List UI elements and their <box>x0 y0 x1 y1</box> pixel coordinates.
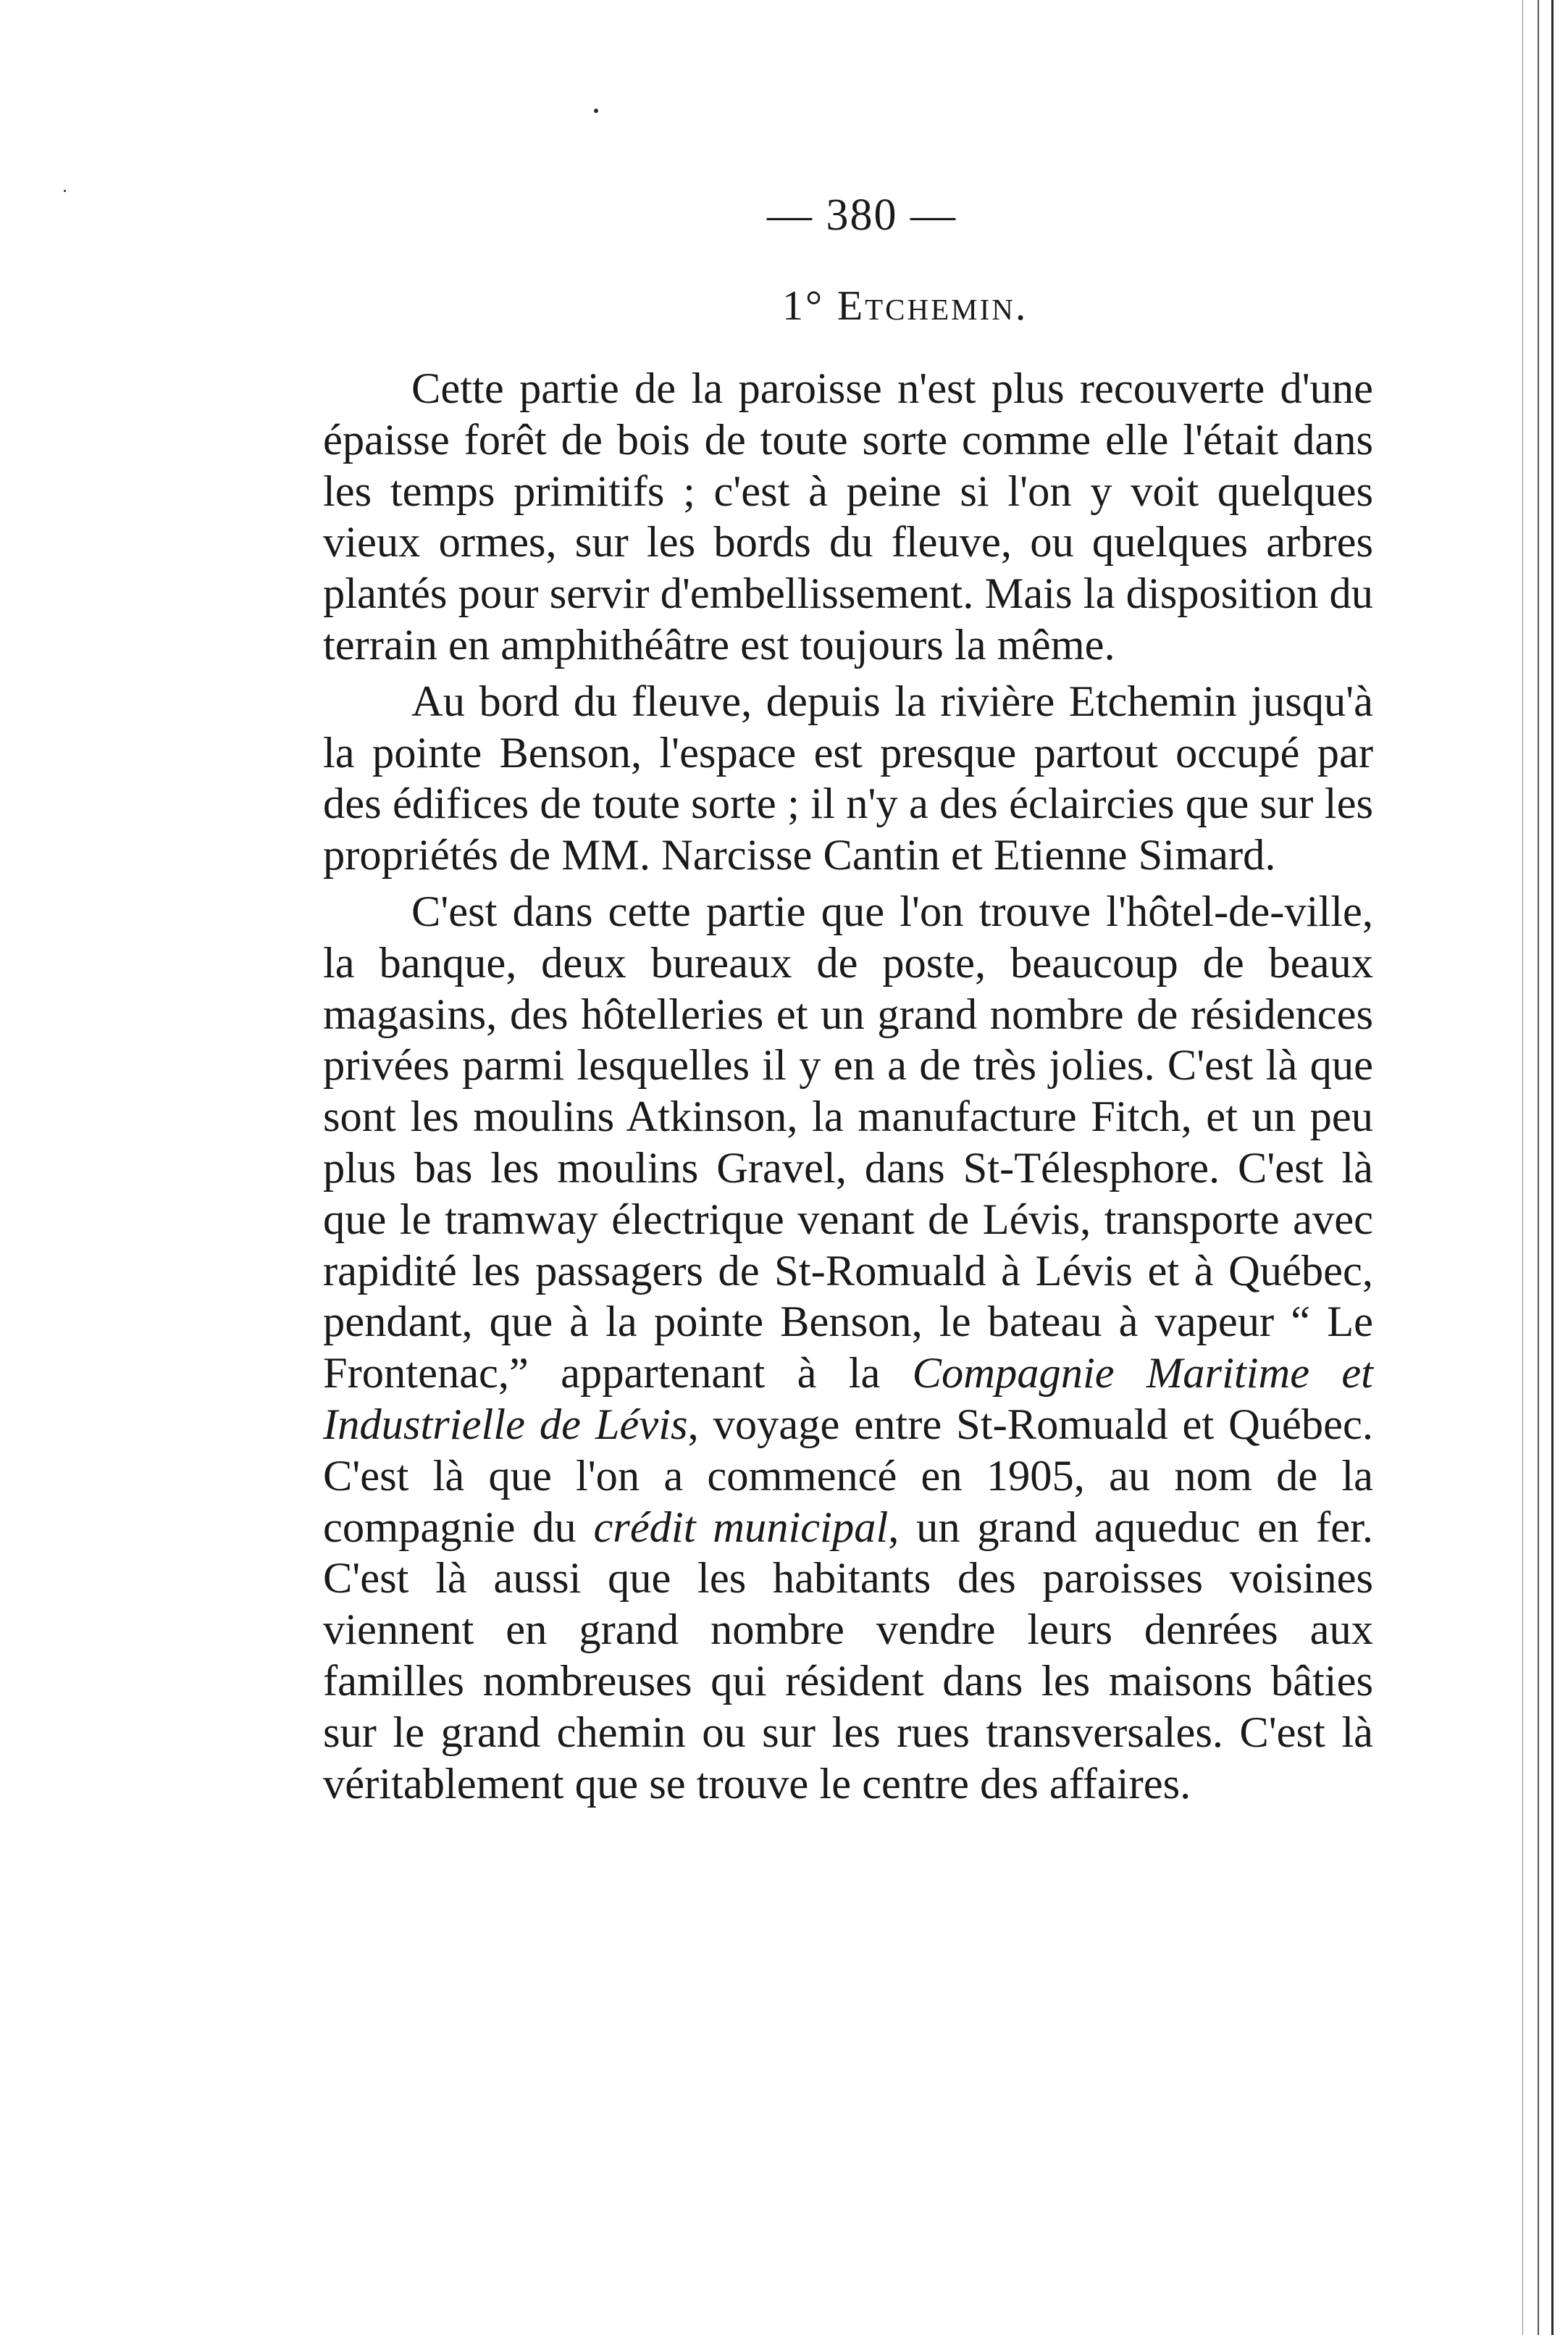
body-text <box>323 364 1373 1815</box>
section-heading-title: Etchemin. <box>837 282 1028 329</box>
page-number: — 380 — <box>767 191 957 240</box>
section-heading-number: 1° <box>782 282 825 329</box>
speck <box>64 190 66 192</box>
credit-municipal-italic: crédit municipal <box>593 1503 889 1552</box>
paragraph-text: C'est dans cette partie que l'on trouve l'hôtel-de-ville, la banque, deux bureaux de poste, beaucoup de beaux magasins, des hôtelleries et un grand nombre de résidences privées parmi lesquelles il y en a de très jolies. C'est là que sont les moulins Atkinson, la manufacture Fitch, et un peu plus bas les moulins Gravel, dans St-Télesphore. C'est là que le tramway électrique venant de Lévis, transporte avec rapidité les passagers de St-Romuald à Lévis et à Québec, pendant, que à la pointe Benson, le bateau à vapeur “ Le Frontenac,” appartenant à la <box>323 887 1373 1398</box>
paragraph: Cette partie de la paroisse n'est plus recouverte d'une épaisse forêt de bois de toute sorte comme elle l'était dans les temps primitifs ; c'est à peine si l'on y voit quelques vieux ormes, sur les bords du fleuve, ou quelques arbres plantés pour servir d'embellissement. Mais la disposition du terrain en amphithéâtre est toujours la même. <box>323 364 1373 669</box>
binding-line <box>1551 0 1554 2335</box>
binding-line <box>1538 0 1539 2335</box>
speck <box>594 109 598 113</box>
section-heading <box>782 281 1072 330</box>
paragraph <box>323 887 1373 1810</box>
paragraph-text: , voyage entre St-Romuald et Québec. C'est là que l'on a commencé en 1905, au nom de la compagnie du <box>323 1400 1373 1552</box>
paragraph: Au bord du fleuve, depuis la rivière Etchemin jusqu'à la pointe Benson, l'espace est presque partout occupé par des édifices de toute sorte ; il n'y a des éclaircies que sur les propriétés de MM. Narcisse Cantin et Etienne Simard. <box>323 677 1373 880</box>
company-name-italic: Compagnie Maritime et Industrielle de Lévis <box>323 1349 1373 1449</box>
paragraph-text: , un grand aqueduc en fer. C'est là aussi que les habitants des paroisses voisines viennent en grand nombre vendre leurs denrées aux familles nombreuses qui résident dans les maisons bâties sur le grand chemin ou sur les rues transversales. C'est là véritablement que se trouve le centre des affaires. <box>323 1503 1373 1808</box>
binding-edge <box>1481 0 1568 2335</box>
binding-line <box>1522 0 1523 2335</box>
